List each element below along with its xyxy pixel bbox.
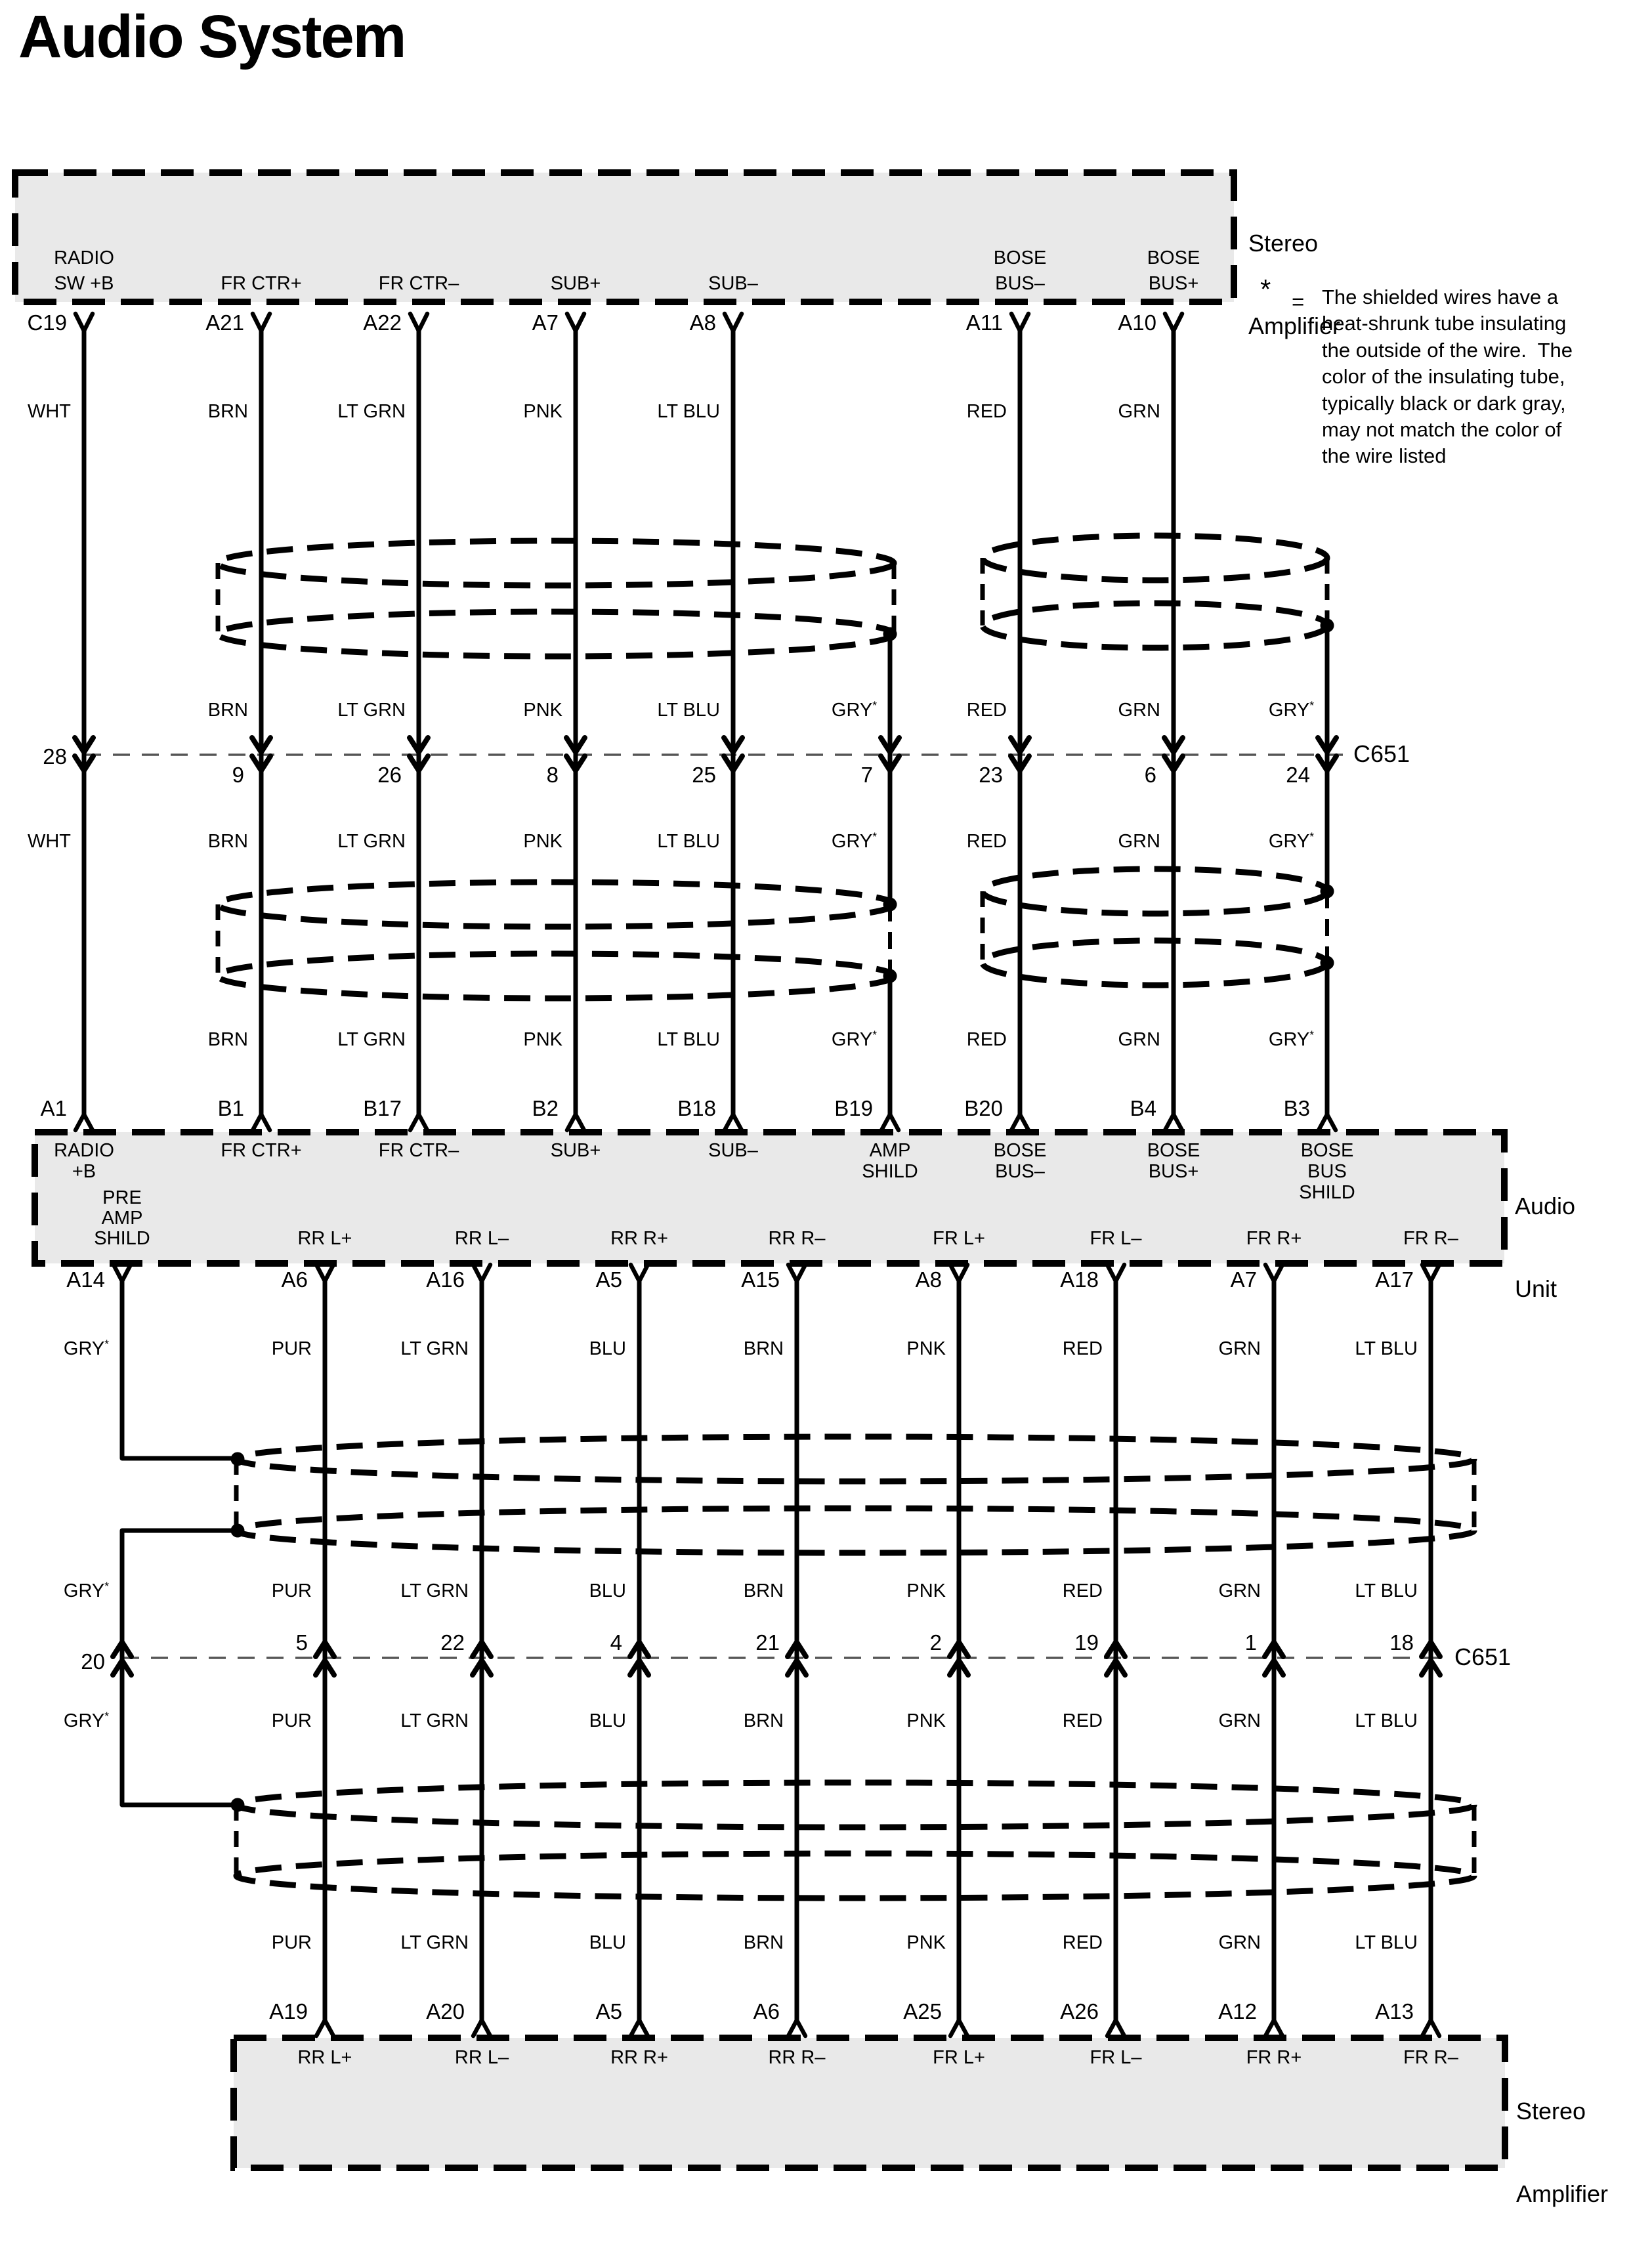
wire-color-label: LT GRN	[400, 1580, 469, 1601]
amp-pin-label: A21	[205, 310, 244, 335]
amp-pin-label: A22	[363, 310, 402, 335]
wire-color-label: RED	[966, 401, 1007, 422]
junction-dot	[1321, 885, 1334, 899]
junction-dot	[1321, 956, 1334, 970]
amp-signal-label: FR L–	[1090, 2047, 1142, 2068]
wire-color-label: PUR	[271, 1710, 312, 1731]
unit-signal-label: BUS–	[995, 1161, 1045, 1182]
wire-color-label: LT GRN	[337, 700, 406, 721]
unit-signal-label: SUB+	[550, 1140, 601, 1161]
connector-c651-label-bottom: C651	[1454, 1643, 1512, 1670]
unit-pin-label: A17	[1375, 1267, 1414, 1292]
unit-signal-label: AMP	[101, 1208, 143, 1229]
amp-signal-label: RR R+	[610, 2047, 668, 2068]
unit-signal-label: RR R+	[610, 1228, 668, 1249]
unit-pin-label: A15	[741, 1267, 780, 1292]
unit-signal-label: PRE	[102, 1187, 142, 1208]
wire-color-label: LT BLU	[657, 831, 720, 852]
note-text-line: the outside of the wire. The	[1322, 339, 1573, 362]
amp-signal-label: BUS+	[1148, 273, 1199, 294]
junction-dot	[883, 969, 897, 983]
amp-pin-label: A6	[753, 1999, 780, 2023]
shield-ellipse	[236, 1853, 1474, 1898]
wire-color-label: LT BLU	[1355, 1932, 1418, 1953]
wire-color-label: GRY*	[1268, 1028, 1314, 1050]
wire-color-label: GRY*	[1268, 698, 1314, 721]
unit-signal-label: RADIO	[54, 1140, 114, 1161]
amp-signal-label: RR L+	[297, 2047, 352, 2068]
box-label-line: Unit	[1515, 1275, 1557, 1302]
note-text-line: heat-shrunk tube insulating	[1322, 312, 1567, 335]
wire-color-label: GRN	[1218, 1580, 1261, 1601]
wire-color-label: WHT	[27, 831, 71, 852]
shield-ellipse	[983, 869, 1327, 914]
amp-pin-label: A5	[595, 1999, 622, 2023]
amp-signal-label: SUB–	[708, 273, 758, 294]
note-text-line: the wire listed	[1322, 444, 1447, 467]
bottom-amplifier-label	[1516, 2042, 1608, 2263]
wire-color-label: LT GRN	[400, 1338, 469, 1359]
wire-color-label: GRY*	[63, 1709, 109, 1731]
wire-color-label: RED	[1062, 1580, 1103, 1601]
unit-signal-label: AMP	[869, 1140, 911, 1161]
shield-ellipse	[236, 1508, 1474, 1553]
unit-signal-label: SHILD	[1299, 1182, 1355, 1203]
amp-signal-label: SW +B	[54, 273, 114, 294]
unit-signal-label: BOSE	[993, 1140, 1047, 1161]
wire-color-label: GRN	[1118, 831, 1160, 852]
connector-pin-number: 1	[1244, 1630, 1257, 1655]
wire-color-label: BRN	[207, 700, 248, 721]
wire-color-label: GRN	[1118, 1029, 1160, 1050]
amp-pin-label: A20	[426, 1999, 465, 2023]
connector-pin-number: 2	[929, 1630, 942, 1655]
junction-dot	[231, 1524, 245, 1538]
junction-dot	[883, 627, 897, 641]
amp-pin-label: A10	[1118, 310, 1156, 335]
wire-color-label: GRY*	[63, 1337, 109, 1359]
unit-signal-label: RR R–	[768, 1228, 826, 1249]
wire-color-label: GRY*	[1268, 830, 1314, 852]
junction-dot	[883, 898, 897, 912]
junction-dot	[231, 1452, 245, 1466]
wire-color-label: GRN	[1218, 1338, 1261, 1359]
note-text-line: color of the insulating tube,	[1322, 365, 1565, 388]
unit-pin-label: B20	[964, 1096, 1003, 1120]
note-text-line: may not match the color of	[1322, 418, 1562, 441]
wire-color-label: RED	[1062, 1710, 1103, 1731]
unit-signal-label: BOSE	[1300, 1140, 1354, 1161]
box-label-line: Stereo	[1516, 2098, 1586, 2125]
connector-pin-number: 9	[232, 763, 244, 787]
wire-color-label: LT BLU	[657, 700, 720, 721]
wire-color-label: LT BLU	[657, 1029, 720, 1050]
wire-color-label: RED	[1062, 1338, 1103, 1359]
amp-signal-label: RR R–	[768, 2047, 826, 2068]
amp-signal-label: FR R–	[1403, 2047, 1458, 2068]
junction-dot	[231, 1798, 245, 1812]
amp-pin-label: A26	[1060, 1999, 1099, 2023]
note-equals: =	[1292, 289, 1305, 314]
amp-signal-label: FR L+	[933, 2047, 985, 2068]
wire-color-label: PNK	[906, 1710, 946, 1731]
amp-signal-label: BOSE	[1147, 247, 1200, 268]
amp-signal-label: FR CTR+	[221, 273, 302, 294]
note-text-line: typically black or dark gray,	[1322, 392, 1566, 415]
wire-color-label: PUR	[271, 1932, 312, 1953]
wire-color-label: GRY*	[831, 830, 877, 852]
connector-pin-number: 4	[610, 1630, 622, 1655]
amp-pin-label: C19	[27, 310, 67, 335]
unit-pin-label: B18	[677, 1096, 716, 1120]
unit-signal-label: SUB–	[708, 1140, 758, 1161]
wire-color-label: BRN	[207, 401, 248, 422]
connector-pin-number: 8	[546, 763, 559, 787]
connector-c651-label-top: C651	[1353, 740, 1410, 767]
unit-signal-label: SHILD	[862, 1161, 918, 1182]
connector-pin-number: 21	[755, 1630, 780, 1655]
amp-pin-label: A8	[689, 310, 716, 335]
unit-pin-label: A6	[281, 1267, 308, 1292]
unit-signal-label: FR R–	[1403, 1228, 1458, 1249]
wire-color-label: PNK	[906, 1932, 946, 1953]
amp-signal-label: BUS–	[995, 273, 1045, 294]
shield-ellipse	[218, 882, 894, 927]
wire-color-label: RED	[966, 831, 1007, 852]
connector-pin-number: 28	[43, 744, 67, 769]
wire-color-label: BRN	[207, 1029, 248, 1050]
unit-pin-label: A1	[40, 1096, 67, 1120]
unit-signal-label: BUS	[1307, 1161, 1347, 1182]
note-text-line: The shielded wires have a	[1322, 286, 1559, 308]
wire-color-label: LT GRN	[337, 401, 406, 422]
wire-color-label: GRN	[1218, 1710, 1261, 1731]
wire-color-label: LT GRN	[400, 1710, 469, 1731]
wire-color-label: PNK	[523, 831, 562, 852]
shield-ellipse	[218, 612, 894, 656]
wire-color-label: GRY*	[831, 1028, 877, 1050]
unit-pin-label: B2	[532, 1096, 559, 1120]
amp-signal-label: FR CTR–	[378, 273, 459, 294]
wire-color-label: LT GRN	[337, 1029, 406, 1050]
unit-signal-label: FR CTR–	[378, 1140, 459, 1161]
unit-signal-label: FR L+	[933, 1228, 985, 1249]
connector-pin-number: 20	[81, 1649, 105, 1674]
unit-signal-label: BUS+	[1148, 1161, 1199, 1182]
unit-pin-label: A14	[66, 1267, 105, 1292]
wire-color-label: RED	[1062, 1932, 1103, 1953]
amp-signal-label: RADIO	[54, 247, 114, 268]
amp-pin-label: A7	[532, 310, 559, 335]
box-label-line: Audio	[1515, 1193, 1576, 1219]
wire-color-label: GRY*	[831, 698, 877, 721]
box-label-line: Amplifier	[1248, 312, 1341, 339]
page-title: Audio System	[18, 3, 406, 70]
wire-color-label: PNK	[523, 700, 562, 721]
connector-pin-number: 5	[295, 1630, 308, 1655]
wire-color-label: LT BLU	[1355, 1580, 1418, 1601]
junction-dot	[1321, 619, 1334, 633]
box-label-line: Stereo	[1248, 230, 1319, 257]
unit-signal-label: FR L–	[1090, 1228, 1142, 1249]
unit-pin-label: A18	[1060, 1267, 1099, 1292]
unit-signal-label: FR R+	[1246, 1228, 1302, 1249]
wire-color-label: GRN	[1118, 401, 1160, 422]
connector-pin-number: 7	[860, 763, 873, 787]
wire-color-label: GRN	[1218, 1932, 1261, 1953]
connector-pin-number: 25	[692, 763, 716, 787]
connector-pin-number: 18	[1389, 1630, 1414, 1655]
wire-color-label: PNK	[906, 1338, 946, 1359]
shield-ellipse	[218, 954, 894, 998]
amp-pin-label: A11	[965, 310, 1003, 335]
amp-signal-label: FR R+	[1246, 2047, 1302, 2068]
wire-color-label: BLU	[589, 1580, 626, 1601]
amp-pin-label: A19	[269, 1999, 308, 2023]
shield-ellipse	[983, 603, 1327, 648]
wire-color-label: PUR	[271, 1580, 312, 1601]
wire-color-label: GRN	[1118, 700, 1160, 721]
connector-pin-number: 22	[440, 1630, 465, 1655]
box-label-line: Amplifier	[1516, 2180, 1609, 2207]
wire-color-label: PUR	[271, 1338, 312, 1359]
unit-signal-label: SHILD	[94, 1228, 150, 1249]
wire-color-label: LT GRN	[337, 831, 406, 852]
wire-color-label: BLU	[589, 1338, 626, 1359]
unit-pin-label: B1	[217, 1096, 244, 1120]
wire-color-label: BRN	[743, 1580, 784, 1601]
wire-color-label: LT GRN	[400, 1932, 469, 1953]
wire-color-label: LT BLU	[657, 401, 720, 422]
shield-ellipse	[983, 941, 1327, 985]
connector-pin-number: 26	[377, 763, 402, 787]
unit-signal-label: FR CTR+	[221, 1140, 302, 1161]
unit-signal-label: BOSE	[1147, 1140, 1200, 1161]
connector-pin-number: 19	[1074, 1630, 1099, 1655]
wire-color-label: BRN	[207, 831, 248, 852]
unit-signal-label: +B	[72, 1161, 96, 1182]
wire-color-label: BRN	[743, 1338, 784, 1359]
wire-color-label: GRY*	[63, 1579, 109, 1601]
wire-color-label: PNK	[906, 1580, 946, 1601]
wire-color-label: BRN	[743, 1710, 784, 1731]
amp-pin-label: A12	[1218, 1999, 1257, 2023]
unit-pin-label: B17	[363, 1096, 402, 1120]
amp-pin-label: A13	[1375, 1999, 1414, 2023]
connector-pin-number: 6	[1144, 763, 1156, 787]
shield-ellipse	[236, 1437, 1474, 1481]
unit-pin-label: B3	[1283, 1096, 1310, 1120]
unit-pin-label: A7	[1230, 1267, 1257, 1292]
unit-pin-label: A5	[595, 1267, 622, 1292]
note-asterisk: *	[1260, 274, 1271, 305]
shield-ellipse	[218, 541, 894, 585]
wire-color-label: RED	[966, 1029, 1007, 1050]
amp-pin-label: A25	[903, 1999, 942, 2023]
wire-color-label: PNK	[523, 401, 562, 422]
unit-signal-label: RR L–	[454, 1228, 509, 1249]
shield-ellipse	[236, 1783, 1474, 1827]
wire-color-label: LT BLU	[1355, 1710, 1418, 1731]
unit-pin-label: B19	[834, 1096, 873, 1120]
unit-pin-label: A8	[915, 1267, 942, 1292]
shield-ellipse	[983, 536, 1327, 580]
wire-color-label: PNK	[523, 1029, 562, 1050]
wire-color-label: BLU	[589, 1710, 626, 1731]
wire-color-label: BLU	[589, 1932, 626, 1953]
unit-signal-label: RR L+	[297, 1228, 352, 1249]
wire-color-label: BRN	[743, 1932, 784, 1953]
wire-color-label: WHT	[27, 401, 71, 422]
amp-signal-label: BOSE	[993, 247, 1047, 268]
wire-color-label: LT BLU	[1355, 1338, 1418, 1359]
unit-pin-label: B4	[1130, 1096, 1156, 1120]
connector-pin-number: 23	[979, 763, 1003, 787]
amp-signal-label: SUB+	[550, 273, 601, 294]
unit-pin-label: A16	[426, 1267, 465, 1292]
wire-color-label: RED	[966, 700, 1007, 721]
connector-pin-number: 24	[1286, 763, 1310, 787]
amp-signal-label: RR L–	[454, 2047, 509, 2068]
